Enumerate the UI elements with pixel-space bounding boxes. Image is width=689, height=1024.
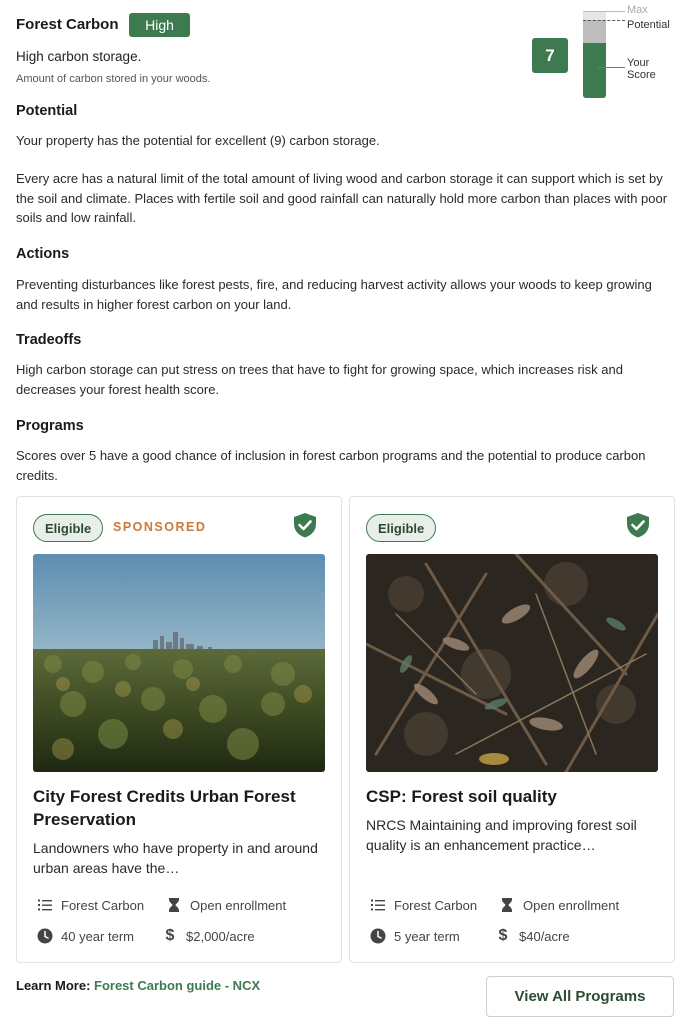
dollar-icon: $: [165, 927, 175, 944]
programs-text: Scores over 5 have a good chance of inclusion in forest carbon programs and the potential to produce carbon credits.: [16, 448, 646, 483]
clock-icon: [37, 928, 53, 944]
tradeoffs-text: High carbon storage can put stress on trees that have to fight for growing space, which increases risk and decreases your forest health score.: [16, 362, 623, 397]
clock-icon: [370, 928, 386, 944]
program-description: NRCS Maintaining and improving forest soil quality is an enhancement practice…: [366, 817, 637, 853]
rating-subtitle: High carbon storage.: [16, 49, 142, 64]
actions-heading: Actions: [16, 246, 70, 262]
category-label: Forest Carbon: [394, 897, 478, 913]
eligible-badge: Eligible: [366, 514, 436, 542]
list-icon: [370, 897, 386, 913]
gauge-score-label: Score: [627, 69, 656, 81]
potential-heading: Potential: [16, 103, 78, 119]
gauge-max-line: [583, 11, 625, 12]
gauge-score-fill: [583, 43, 606, 98]
program-card[interactable]: [16, 496, 342, 963]
category-label: Forest Carbon: [61, 897, 145, 913]
rating-badge: High: [129, 13, 190, 37]
rating-description: Amount of carbon stored in your woods.: [16, 73, 211, 85]
enrollment-label: Open enrollment: [523, 897, 620, 913]
potential-text: Your property has the potential for excellent (9) carbon storage.: [16, 133, 380, 148]
verified-shield-icon: [291, 511, 319, 539]
program-card[interactable]: [349, 496, 675, 963]
hourglass-icon: [166, 897, 182, 913]
actions-text: Preventing disturbances like forest pests, fire, and reducing harvest activity allows your woods to keep growing and results in higher forest carbon on your land.: [16, 277, 652, 312]
eligible-badge: Eligible: [33, 514, 103, 542]
score-value: 7: [532, 38, 568, 73]
hourglass-icon: [499, 897, 515, 913]
page-title: Forest Carbon: [16, 16, 119, 33]
program-title[interactable]: City Forest Credits Urban Forest Preservation: [33, 787, 296, 829]
term-label: 40 year term: [61, 928, 134, 944]
program-image-forest-soil: [366, 554, 658, 772]
price-label: $2,000/acre: [186, 928, 255, 944]
program-category: [37, 897, 144, 913]
gauge-max-label: Max: [627, 4, 648, 16]
gauge-potential-line: [583, 20, 625, 21]
potential-explanation: Every acre has a natural limit of the total amount of living wood and carbon storage it can support which is set by the soil and climate. Places with fertile soil and good rainfall can naturally hold more carbon than places with poor soils and low rainfall.: [16, 171, 668, 225]
gauge-score-line: [598, 67, 625, 68]
program-title[interactable]: CSP: Forest soil quality: [366, 787, 557, 806]
learn-more-label: Learn More:: [16, 978, 95, 993]
program-price: [495, 928, 570, 944]
score-gauge: [583, 11, 606, 98]
program-term: [370, 928, 460, 944]
enrollment-label: Open enrollment: [190, 897, 287, 913]
tradeoffs-heading: Tradeoffs: [16, 332, 82, 348]
forest-carbon-guide-link[interactable]: Forest Carbon guide - NCX: [94, 978, 261, 993]
programs-heading: Programs: [16, 418, 84, 434]
program-enrollment: [499, 897, 619, 913]
program-category: [370, 897, 477, 913]
program-term: [37, 928, 134, 944]
price-label: $40/acre: [519, 928, 570, 944]
program-price: [162, 928, 255, 944]
gauge-potential-label: Potential: [627, 19, 670, 31]
term-label: 5 year term: [394, 928, 460, 944]
list-icon: [37, 897, 53, 913]
verified-shield-icon: [624, 511, 652, 539]
program-description: Landowners who have property in and around urban areas have the…: [33, 840, 318, 876]
learn-more: [16, 978, 260, 993]
sponsored-label: SPONSORED: [113, 520, 207, 534]
program-enrollment: [166, 897, 286, 913]
gauge-your-label: Your: [627, 57, 650, 69]
view-all-programs-button[interactable]: View All Programs: [486, 976, 674, 1017]
program-image-city-forest: [33, 554, 325, 772]
dollar-icon: $: [498, 927, 508, 944]
